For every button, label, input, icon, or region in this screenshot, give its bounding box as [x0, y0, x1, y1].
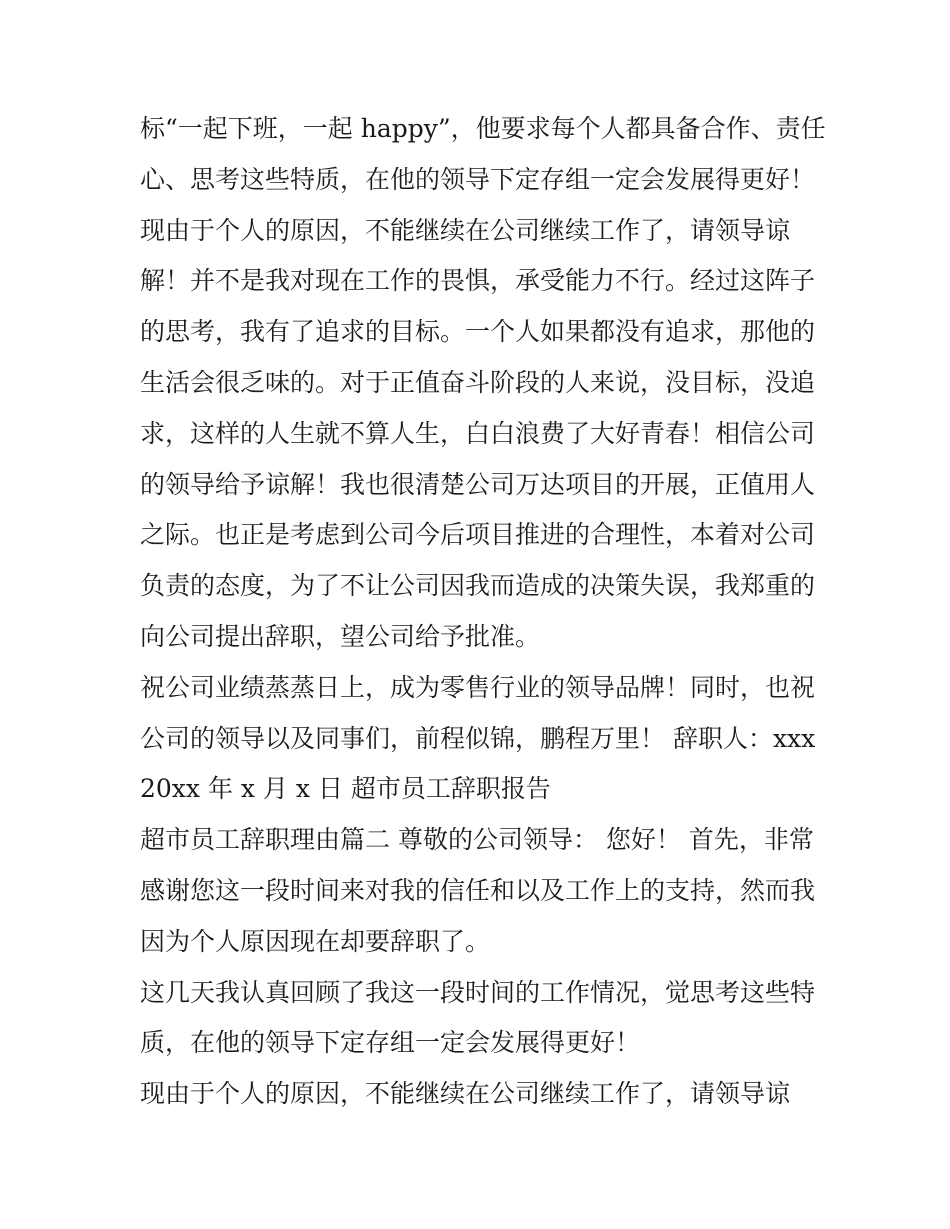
text-line: 祝公司业绩蒸蒸日上，成为零售行业的领导品牌！同时，也祝 — [140, 672, 816, 702]
text-line: 现由于个人的原因，不能继续在公司继续工作了，请领导谅 — [140, 1079, 791, 1109]
text-line: 感谢您这一段时间来对我的信任和以及工作上的支持，然而我 — [140, 875, 816, 905]
text-line: 生活会很乏味的。对于正值奋斗阶段的人来说，没目标，没追 — [140, 367, 816, 397]
text-line: 超市员工辞职理由篇二 尊敬的公司领导： 您好！ 首先，非常 — [140, 825, 814, 855]
text-line: 现由于个人的原因，不能继续在公司继续工作了，请领导谅 — [140, 215, 791, 245]
text-line: 标“一起下班，一起 happy”，他要求每个人都具备合作、责任 — [140, 114, 826, 143]
text-line: 20xx 年 x 月 x 日 超市员工辞职报告 — [140, 774, 551, 804]
text-line: 质，在他的领导下定存组一定会发展得更好！ — [140, 1028, 641, 1058]
text-line: 求，这样的人生就不算人生，白白浪费了大好青春！相信公司 — [140, 418, 816, 448]
text-line: 因为个人原因现在却要辞职了。 — [140, 926, 491, 956]
text-line: 心、思考这些特质，在他的领导下定存组一定会发展得更好！ — [140, 164, 816, 194]
text-line: 向公司提出辞职，望公司给予批准。 — [140, 621, 541, 651]
text-line: 这几天我认真回顾了我这一段时间的工作情况，觉思考这些特 — [140, 977, 816, 1007]
text-line: 公司的领导以及同事们，前程似锦，鹏程万里！ 辞职人：xxx — [140, 723, 816, 753]
text-line: 的思考，我有了追求的目标。一个人如果都没有追求，那他的 — [140, 317, 816, 347]
text-line: 解！并不是我对现在工作的畏惧，承受能力不行。经过这阵子 — [140, 266, 816, 296]
text-line: 的领导给予谅解！我也很清楚公司万达项目的开展，正值用人 — [140, 469, 816, 499]
document-body — [140, 104, 826, 1120]
text-line: 负责的态度，为了不让公司因我而造成的决策失误，我郑重的 — [140, 571, 816, 601]
text-line: 之际。也正是考虑到公司今后项目推进的合理性，本着对公司 — [140, 520, 816, 550]
